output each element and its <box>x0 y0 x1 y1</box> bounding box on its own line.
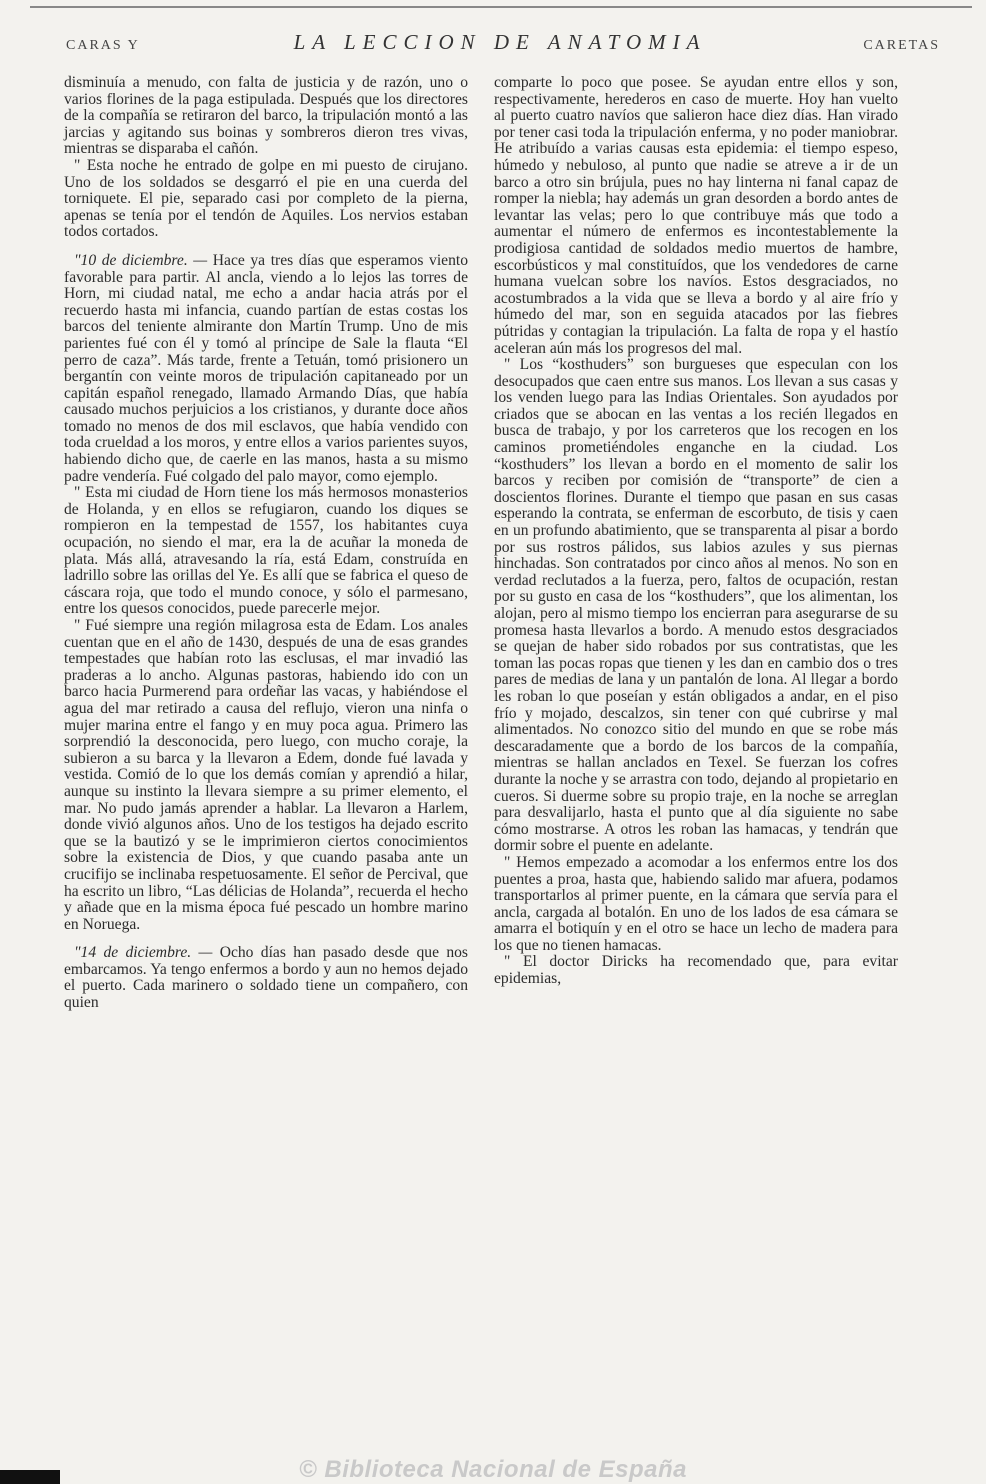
paragraph: " Hemos empezado a acomodar a los enfermos entre los dos puentes a proa, hasta que, habiendo salido mar afuera, podamos transportarlos al primer puente, en la cámara que servía para el ancla, cargada al botalón. En uno de los lados de esa cámara se amarra el botiquín y en el otro se hace un lecho de madera para los que no tienen hamacas. <box>494 853 898 954</box>
paragraph: " El doctor Diricks ha recomendado que, para evitar epidemias, <box>494 953 898 988</box>
scan-corner-mark <box>0 1470 60 1484</box>
paragraph-text: Hace ya tres días que esperamos viento favorable para partir. Al ancla, viendo a lo lejos las torres de Horn, mi ciudad natal, me echo a andar hacia atrás por el recuerdo hasta mi infancia, cuando partían de estas costas los barcos del teniente almirante don Martín Trump. Uno de mis parientes fué con él y tomó al príncipe de Sale la flauta “El perro de caza”. Más tarde, frente a Tetuán, tomó prisionero un bergantín con veinte moros de tripulación capitaneado por un capitán español renegado, llamado Armando Días, que había causado muchos perjuicios a los cristianos, y durante doce años tomado no menos de dos mil esclavos, que había vendido con toda crueldad a los moros, y entre ellos a varios parientes suyos, habiendo dicho que, de caerle en las manos, hasta a su mismo padre vendería. Fué colgado del palo mayor, como ejemplo. <box>64 251 468 485</box>
paragraph <box>64 945 468 1011</box>
paragraph-text: Ocho días han pasado desde que nos embarcamos. Ya tengo enfermos a bordo y aun no hemos dejado el puerto. Cada marinero o soldado tiene un compañero, con quien <box>64 944 468 1012</box>
left-column <box>64 75 468 1012</box>
paragraph: " Esta noche he entrado de golpe en mi puesto de cirujano. Uno de los soldados se desgarró el pie en una cuerda del torniquete. El pie, separado casi por completo de la pierna, apenas se tenía por el tendón de Aquiles. Los nervios estaban todos cortados. <box>64 156 468 241</box>
diary-date: "14 de diciembre. — <box>74 944 213 962</box>
paragraph: " Fué siempre una región milagrosa esta de Edam. Los anales cuentan que en el año de 1430, después de una de esas grandes tempestades que habían roto las esclusas, el mar invadió las praderas a lo ancho. Algunas pastoras, habiendo ido con un barco hacia Purmerend para ordeñar las vacas, y habiéndose el agua del mar retirado a causa del reflujo, vieron una ninfa o mujer marina entre el fango y en muy poca agua. Primero las sorprendió la desconocida, pero luego, con mucho coraje, la subieron a su barca y la llevaron a Edem, donde fué lavada y vestida. Comió de lo que los demás comían y aprendió a hilar, aunque su instinto la llevara siempre a su primer elemento, el mar. No pudo jamás aprender a hablar. La llevaron a Harlem, donde vivió algunos años. Uno de los testigos ha dejado escrito que se la bautizó y se le imprimieron ciertos conocimientos sobre la existencia de Dios, y que cuando pasaba ante un crucifijo se inclinaba respetuosamente. El señor de Percival, que ha escrito un libro, “Las délicias de Holanda”, recuerda el hecho y añade que en la misma época fué pescado un hombre marino en Noruega. <box>64 617 468 933</box>
paragraph: " Los “kosthuders” son burgueses que especulan con los desocupados que caen entre sus manos. Los llevan a sus casas y los venden luego para las Indias Orientales. Son ayudados por criados que se abocan en las ventas a los recién llegados en busca de trabajo, y por los carreteros que los recogen en los caminos prometiéndoles enganche en la ciudad. Los “kosthuders” los llevan a bordo en el momento de salir los barcos y reciben por comisión de “transporte” de cien a doscientos florines. Durante el tiempo que pasan en sus casas esperando la contrata, se enferman de escorbuto, de tisis y caen en un profundo abatimiento, que se transparenta al pisar a bordo por sus rostros pálidos, sus labios azules y sus piernas hinchadas. Son contratados por cinco años al menos. No son en verdad reclutados a la fuerza, pero, faltos de ocupación, restan por su gusto en casa de los “kosthuders”, que los alimentan, los alojan, pero al mismo tiempo los encierran para asegurarse de su promesa hasta llevarlos a bordo. A menudo estos desgraciados se quejan de haber sido robados por sus contratistas, que les toman las pocas ropas que tienen y les dan en cambio dos o tres pares de medias de lana y un pantalón de lona. Al llegar a bordo les roban lo que poseían y están obligados a andar, en el piso frío y mojado, descalzos, sin tener con qué cubrirse y mal alimentados. No conozco sitio del mundo en que se robe más descaradamente que a bordo de los barcos de la compañía, mientras se hallan anclados en Texel. Se fuerzan los cofres durante la noche y se arrastra con todo, dejando al propietario en cueros. Si duerme sobre su propio traje, en la noche se arreglan para desvalijarlo, hasta el punto que al día siguiente no sabe cómo mostrarse. A otros les roban las hamacas, y tendrán que dormir sobre el puente en adelante. <box>494 356 898 855</box>
magazine-name-right: CARETAS <box>863 38 940 53</box>
right-column <box>494 75 898 988</box>
diary-date: "10 de diciembre. — <box>74 251 208 269</box>
paragraph: comparte lo poco que posee. Se ayudan entre ellos y son, respectivamente, herederos en caso de muerte. Hoy han vuelto al puerto cuatro navíos que salieron hace diez días. Han virado por tener casi toda la tripulación enferma, y no poder maniobrar. He atribuído a varias causas esta epidemia: el tiempo espeso, húmedo y nebuloso, al punto que nadie se atreve a ir de un barco a otro sin brújula, pues no hay linterna ni fanal capaz de romper la niebla; hay además un gran desorden a bordo antes de levantar las velas; pero lo que contribuye más que todo a aumentar el número de enfermos es incontestablemente la prodigiosa cantidad de soldados medio muertos de hambre, escorbústicos y mal constituídos, que los vendedores de carne humana vuelcan sobre los navíos. Estos desgraciados, no acostumbrados a la vida que se lleva a bordo y al aire frío y húmedo del mar, son en seguida atacados por las fiebres pútridas y contagian la tripulación. La falta de ropa y el hastío aceleran aún más los progresos del mal. <box>494 74 898 357</box>
copyright-footer: © Biblioteca Nacional de España <box>299 1456 687 1483</box>
running-head <box>60 30 940 60</box>
top-rule <box>30 6 972 8</box>
paragraph <box>64 253 468 485</box>
article-title: LA LECCION DE ANATOMIA <box>293 30 707 54</box>
magazine-name-left: CARAS Y <box>66 38 140 53</box>
paragraph: disminuía a menudo, con falta de justicia y de razón, uno o varios florines de la paga estipulada. Después que los directores de la compañía se retiraron del barco, la tripulación montó a las jarcias y agitando sus boinas y sombreros dieron tres vivas, mientras se disparaba el cañón. <box>64 74 468 158</box>
paragraph: " Esta mi ciudad de Horn tiene los más hermosos monasterios de Holanda, y en ellos se refugiaron, cuando los diques se rompieron en la tempestad de 1557, los habitantes cuya ocupación, no siendo el mar, era la de acuñar la moneda de plata. Más allá, atravesando la ría, está Edam, construída en ladrillo sobre las orillas del Ye. Es allí que se fabrica el queso de cáscara roja, que todo el mundo conoce, y sólo el parmesano, entre los quesos conocidos, puede parecerle mejor. <box>64 484 468 618</box>
